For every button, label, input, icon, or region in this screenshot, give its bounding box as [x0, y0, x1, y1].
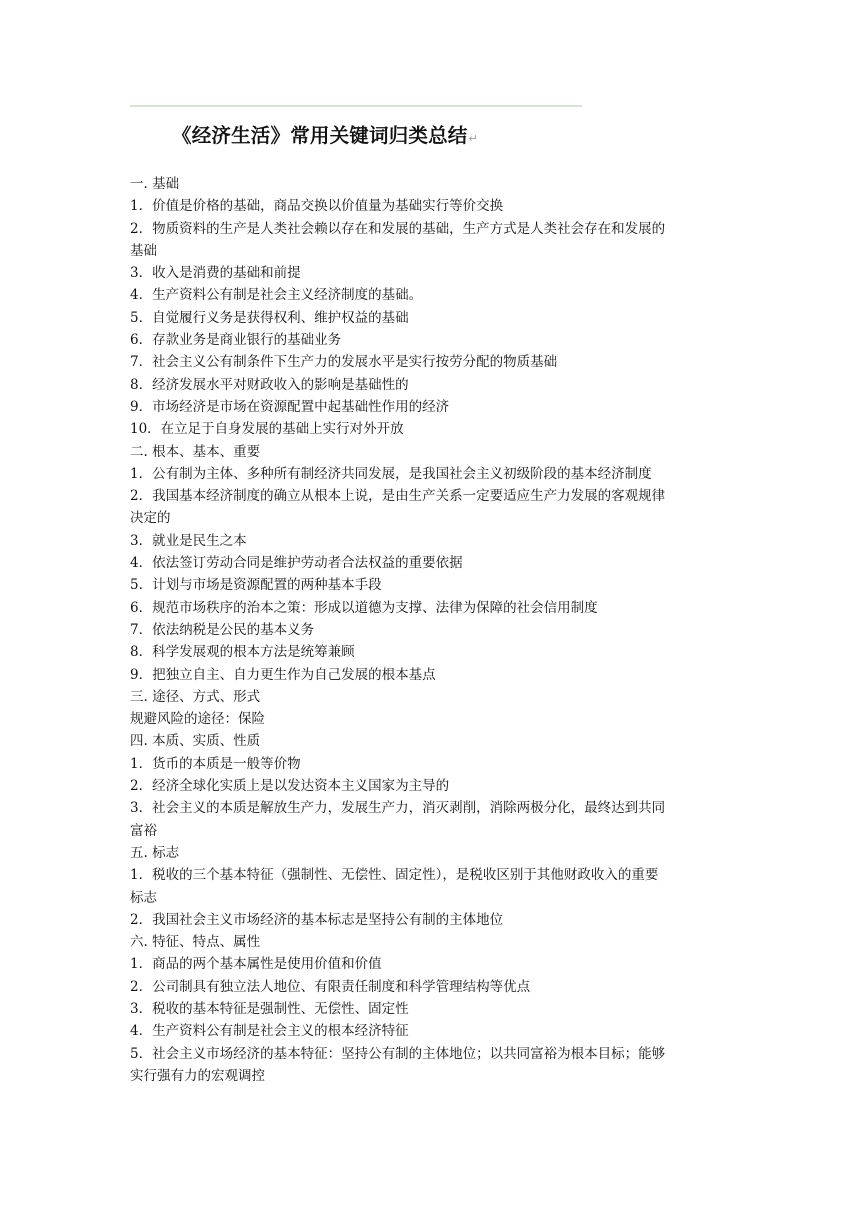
paragraph-mark-icon: ↵: [468, 132, 478, 145]
text-line: 四. 本质、实质、性质: [130, 733, 261, 750]
text-line: 5．计划与市场是资源配置的两种基本手段: [130, 577, 382, 594]
text-line: 3．就业是民生之本: [130, 532, 247, 549]
text-line: 4．生产资料公有制是社会主义的根本经济特征: [130, 1023, 409, 1040]
text-line: 富裕: [130, 822, 157, 839]
text-line: 2．我国社会主义市场经济的基本标志是坚持公有制的主体地位: [130, 911, 504, 928]
text-line: 1．价值是价格的基础，商品交换以价值量为基础实行等价交换: [130, 198, 504, 215]
text-line: 10．在立足于自身发展的基础上实行对外开放: [130, 421, 404, 438]
text-line: 7．社会主义公有制条件下生产力的发展水平是实行按劳分配的物质基础: [130, 354, 558, 371]
document-title: [172, 123, 478, 152]
text-line: 5．社会主义市场经济的基本特征：坚持公有制的主体地位；以共同富裕为根本目标；能够: [130, 1045, 666, 1062]
text-line: 6．规范市场秩序的治本之策：形成以道德为支撑、法律为保障的社会信用制度: [130, 599, 598, 616]
text-line: 实行强有力的宏观调控: [130, 1067, 265, 1084]
text-line: 2．经济全球化实质上是以发达资本主义国家为主导的: [130, 778, 450, 795]
text-line: 基础: [130, 242, 157, 259]
document-title-text: 《经济生活》常用关键词归类总结: [172, 124, 468, 147]
text-line: 五. 标志: [130, 844, 180, 861]
text-line: 4．生产资料公有制是社会主义经济制度的基础。: [130, 287, 423, 304]
text-line: 2．公司制具有独立法人地位、有限责任制度和科学管理结构等优点: [130, 978, 531, 995]
text-line: 9．把独立自主、自力更生作为自己发展的根本基点: [130, 666, 436, 683]
text-line: 三. 途径、方式、形式: [130, 688, 261, 705]
document-body: [130, 173, 735, 1087]
text-line: 决定的: [130, 510, 171, 527]
text-line: 2．物质资料的生产是人类社会赖以存在和发展的基础，生产方式是人类社会存在和发展的: [130, 220, 666, 237]
text-line: 1．货币的本质是一般等价物: [130, 755, 301, 772]
text-line: 1．税收的三个基本特征（强制性、无偿性、固定性），是税收区别于其他财政收入的重要: [130, 867, 659, 884]
text-line: 1．商品的两个基本属性是使用价值和价值: [130, 956, 382, 973]
top-divider-line: [130, 105, 582, 107]
text-line: 3．社会主义的本质是解放生产力，发展生产力，消灭剥削，消除两极分化，最终达到共同: [130, 800, 666, 817]
text-line: 一. 基础: [130, 176, 180, 192]
text-line: 7．依法纳税是公民的基本义务: [130, 621, 315, 638]
text-line: 3．收入是消费的基础和前提: [130, 265, 301, 282]
text-line: 六. 特征、特点、属性: [130, 934, 261, 951]
text-line: 3．税收的基本特征是强制性、无偿性、固定性: [130, 1000, 409, 1017]
text-line: 标志: [130, 889, 157, 906]
text-line: 4．依法签订劳动合同是维护劳动者合法权益的重要依据: [130, 555, 463, 572]
text-line: 8．经济发展水平对财政收入的影响是基础性的: [130, 376, 409, 393]
text-line: 二. 根本、基本、重要: [130, 443, 261, 460]
text-line: 8．科学发展观的根本方法是统筹兼顾: [130, 644, 355, 661]
text-line: 1．公有制为主体、多种所有制经济共同发展，是我国社会主义初级阶段的基本经济制度: [130, 465, 652, 482]
text-line: 5．自觉履行义务是获得权利、维护权益的基础: [130, 309, 409, 326]
text-line: 规避风险的途径：保险: [130, 711, 265, 728]
text-line: 6．存款业务是商业银行的基础业务: [130, 332, 342, 349]
text-line: 2．我国基本经济制度的确立从根本上说，是由生产关系一定要适应生产力发展的客观规律: [130, 488, 666, 505]
text-line: 9．市场经济是市场在资源配置中起基础性作用的经济: [130, 398, 450, 415]
